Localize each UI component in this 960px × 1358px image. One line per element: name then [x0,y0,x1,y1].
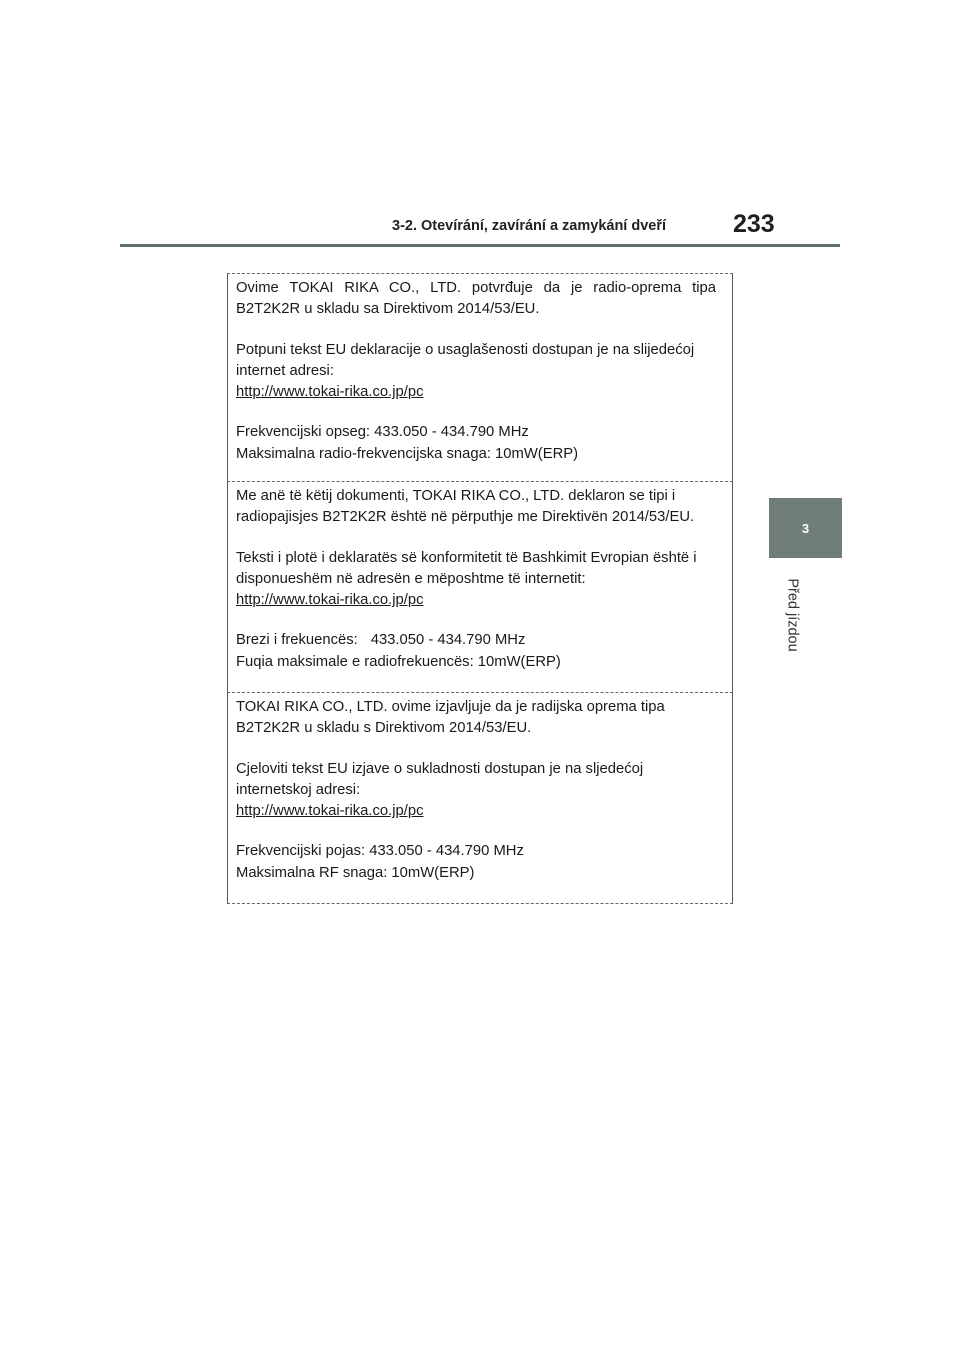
declaration-link[interactable]: http://www.tokai-rika.co.jp/pc [236,803,424,820]
header-divider [120,244,840,247]
frequency-range: Frekvencijski pojas: 433.050 - 434.790 MHz [236,843,524,860]
max-power: Maksimalna radio-frekvencijska snaga: 10mW(ERP) [236,445,579,462]
frequency-range: Frekvencijski opseg: 433.050 - 434.790 MHz [236,424,529,441]
declaration-statement: TOKAI RIKA CO., LTD. ovime izjavljuje da je radijska oprema tipa B2T2K2R u skladu s Direktivom 2014/53/EU. [236,699,665,737]
max-power: Maksimalna RF snaga: 10mW(ERP) [236,864,475,881]
frequency-range: 433.050 - 434.790 MHz [370,632,526,649]
declaration-link[interactable]: http://www.tokai-rika.co.jp/pc [236,384,424,401]
chapter-number: 3 [801,520,810,536]
frequency-info [236,422,732,465]
section-title: 3-2. Otevírání, zavírání a zamykání dveří [392,218,667,234]
declaration-block-croatian [227,692,733,904]
chapter-tab [769,498,842,558]
chapter-title-vertical [780,570,806,660]
declaration-availability [236,340,732,404]
frequency-info [236,630,732,673]
availability-text: Potpuni tekst EU deklaracije o usaglašenosti dostupan je na slijedećoj internet adresi: [236,341,695,379]
max-power: Fuqia maksimale e radiofrekuencës: 10mW(ERP) [236,653,561,670]
declaration-statement: Ovime TOKAI RIKA CO., LTD. potvrđuje da je radio-oprema tipa B2T2K2R u skladu sa Direktivom 2014/53/EU. [236,280,716,318]
declaration-availability [236,759,732,823]
chapter-title: Před jízdou [785,578,802,652]
frequency-info [236,841,732,884]
frequency-label: Brezi i frekuencës: [236,632,358,649]
declaration-block-bosnian [227,273,733,481]
declaration-availability [236,548,732,612]
availability-text: Cjeloviti tekst EU izjave o sukladnosti dostupan je na sljedećoj internetskoj adresi: [236,760,644,798]
page-number: 233 [733,210,775,238]
availability-text: Teksti i plotë i deklaratës së konformitetit të Bashkimit Evropian është i disponueshëm në adresën e mëposhtme të internetit: [236,549,697,587]
declaration-link[interactable]: http://www.tokai-rika.co.jp/pc [236,592,424,609]
declaration-block-albanian [227,481,733,692]
declaration-statement: Me anë të këtij dokumenti, TOKAI RIKA CO., LTD. deklaron se tipi i radiopajisjes B2T2K2R është në përputhje me Direktivën 2014/53/EU. [236,488,695,526]
